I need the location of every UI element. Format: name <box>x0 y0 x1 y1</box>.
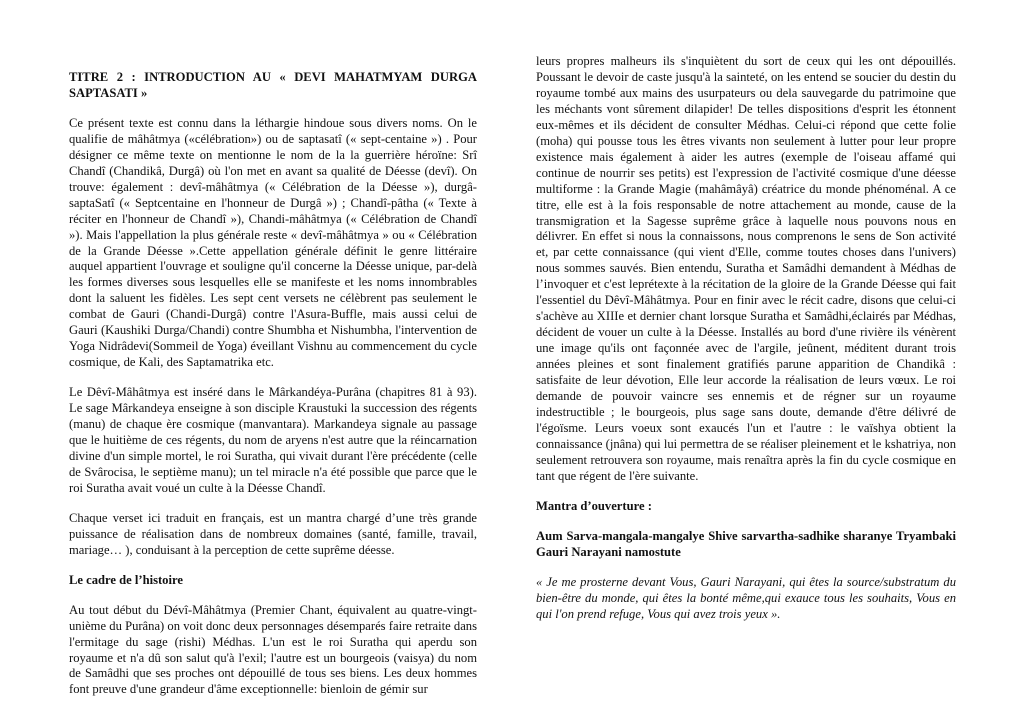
opening-mantra-text: Aum Sarva-mangala-mangalye Shive sarvartha-sadhike sharanye Tryambaki Gauri Narayani namostute <box>536 528 956 559</box>
story-frame-paragraph: Au tout début du Dévî-Mâhâtmya (Premier Chant, équivalent au quatre-vingt-unième du Purâna) on voit donc deux personnages désemparés faire retraite dans l'ermitage du sage (rishi) Médhas. L'un est le roi Suratha qui aperdu son royaume et n'a dû son salut qu'à l'exil; l'autre est un bourgeois (vaisya) du nom de Samâdhi que ses proches ont dépouillé de tous ses biens. Les deux hommes font preuve d'une grandeur d'âme exceptionnelle: bienloin de gémir sur <box>69 602 477 697</box>
left-column <box>69 70 477 712</box>
right-column <box>536 54 956 622</box>
purana-paragraph: Le Dêvî-Mâhâtmya est inséré dans le Mârkandéya-Purâna (chapitres 81 à 93). Le sage Mârkandeya enseigne à son disciple Kraustuki la succession des régents (manu) de chaque ère cosmique (manvantara). Markandeya signale au passage que le huitième de ces régents, du nom de aryens n'est autre que la réincarnation divine d'un simple mortel, le roi Suratha, qui vivait durant l'ère précédente (celle de Svârocisa, le septième manu); un tel miracle n'a été possible que parce que le roi Suratha avait voué un culte à la Déesse Chandî. <box>69 385 477 495</box>
mantra-translation: « Je me prosterne devant Vous, Gauri Narayani, qui êtes la source/substratum du bien-être du monde, qui êtes la bonté même,qui exauce tous les souhaits, Vous en qui l'on prend refuge, Vous qui avez trois yeux ». <box>536 574 956 621</box>
story-frame-heading: Le cadre de l’histoire <box>69 572 183 587</box>
document-title: TITRE 2 : INTRODUCTION AU « DEVI MAHATMYAM DURGA SAPTASATI » <box>69 70 477 100</box>
mantra-power-paragraph: Chaque verset ici traduit en français, est un mantra chargé d’une très grande puissance de réalisation dans de nombreux domaines (santé, famille, travail, mariage… ), conduisant à la perception de cette suprême déesse. <box>69 510 477 557</box>
intro-paragraph: Ce présent texte est connu dans la léthargie hindoue sous divers noms. On le qualifie de mâhâtmya («célébration») ou de saptasatî (« sept-centaine ») . Pour désigner ce même texte on mentionne le nom de la la guerrière héroïne: Srî Chandî (Chandikâ, Durgâ) où l'on met en avant sa qualité de Déesse (devî). On trouve: également : devî-mâhâtmya (« Célébration de la Déesse »), durgâ-saptaSatî (« Septcentaine en l'honneur de Durgâ ») ; Chandî-pâtha (« Texte à réciter en l'honneur de Chandî »), Chandi-mâhâtmya (« Célébration de Chandî »). Mais l'appellation la plus générale reste « devî-mâhâtmya » ou « Célébration de la Grande Déesse ».Cette appellation générale définit le genre littéraire auquel appartient l'ouvrage et souligne qu'il concerne la Déesse unique, par-delà les formes diverses sous lesquelles elle se manifeste et les noms innombrables dont la saluent les fidèles. Les sept cent versets ne célèbrent pas seulement le combat de Gauri (Chandi-Durgâ) contre l'Asura-Buffle, mais aussi celui de Gauri (Kaushiki Durga/Chandi) contre Shumbha et Nishumbha, l'intervention de Yoga Nidrâdevi(Sommeil de Yoga) éveillant Vishnu au commencement du cycle cosmique, de Kali, des Saptamatrika etc. <box>69 115 477 370</box>
opening-mantra-heading: Mantra d’ouverture : <box>536 498 652 513</box>
story-continuation-paragraph: leurs propres malheurs ils s'inquiètent du sort de ceux qui les ont dépouillés. Poussant le devoir de caste jusqu'à la sainteté, on les entend se soucier du destin du royaume tombé aux mains des usurpateurs ou dela sauvegarde du patrimoine que les méchants vont sûrement dilapider! De telles dispositions d'esprit les étonnent eux-mêmes et ils décident de consulter Médhas. Celui-ci répond que cette folie (moha) qui pousse tous les êtres vivants non seulement à lutter pour leur propre existence mais également à aider les autres (exemple de l'oiseau affamé qui continue de nourrir ses petits) est l'expression de l'activité cosmique d'une déesse multiforme : la Grande Magie (mahâmâyâ) créatrice du monde phénoménal. A ce titre, elle est à la fois responsable de notre attachement au monde, cause de la transmigration et la Sagesse suprême grâce à laquelle nous pouvons nous en délivrer. En effet si nous la connaissons, nous comprenons le sens de Son activité et, par cette connaissance (qui vient d'Elle, comme toutes choses dans l'univers) nous sommes sauvés. Bien entendu, Suratha et Samâdhi demandent à Médhas de l’invoquer et c'est leprétexte à la récitation de la gloire de la Grande Déesse qui fait l'essentiel du Dêvî-Mâhâtmya. Pour en finir avec le récit cadre, disons que celui-ci s'achève au XIIIe et dernier chant lorsque Suratha et Samâdhi,éclairés par Médhas, décident de vouer un culte à la Déesse. Installés au bord d'une rivière ils vénèrent une image qu'ils ont façonnée avec de l'argile, jeûnent, méditent durant trois années pleines et sont finalement gratifiés parune apparition de Chandikâ : satisfaite de leur dévotion, Elle leur accorde la réalisation de leurs vœux. Le roi demande de pouvoir vaincre ses ennemis et de régner sur un royaume indestructible ; le bourgeois, plus sage sans doute, demande d'être délivré de l'égoïsme. Leurs voeux sont exaucés l'un et l'autre : le vaïshya obtient la connaissance (jnâna) qui lui permettra de se réaliser pleinement et le kshatriya, non seulement retrouvera son royaume, mais renaîtra après la fin du cycle cosmique en tant que régent de l'ère suivante. <box>536 54 956 483</box>
